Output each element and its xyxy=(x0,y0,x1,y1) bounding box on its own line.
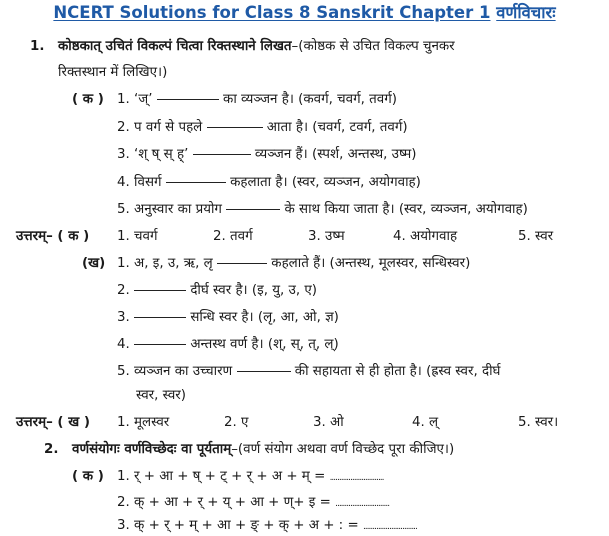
q1-b-item-1 xyxy=(117,257,470,270)
page-title xyxy=(0,5,609,22)
q2-instruction-rest: –(वर्ण संयोग अथवा वर्ण विच्छेद पूरा कीजिए।) xyxy=(231,442,455,457)
q1-instruction-rest: –(कोष्ठक से उचित विकल्प चुनकर xyxy=(291,39,455,54)
q1-number: 1. xyxy=(30,39,45,54)
answer-blank xyxy=(134,344,186,345)
answer-blank xyxy=(207,127,263,128)
q1-b-item-2 xyxy=(117,284,317,297)
item-pre: ‘श् ष् स् ह्’ xyxy=(134,147,189,162)
q1-instruction-bold: कोष्ठकात् उचितं विकल्पं चित्वा रिक्तस्थाने लिखत xyxy=(58,39,292,54)
item-pre: व्यञ्जन का उच्चारण xyxy=(134,364,233,379)
answer-blank xyxy=(193,154,251,155)
item-number: 1. xyxy=(117,469,130,484)
q1-b-answer-2: 2. ए xyxy=(224,415,249,430)
item-number: 2. xyxy=(117,495,130,510)
q2-item-2 xyxy=(117,496,389,509)
item-text: क् + आ + र् + य् + आ + ण्+ इ = xyxy=(134,495,331,510)
answer-dots: ............................. xyxy=(362,522,417,532)
item-number: 3. xyxy=(117,310,130,325)
answer-blank xyxy=(134,290,186,291)
item-post: की सहायता से ही होता है। (ह्रस्व स्वर, दीर्घ xyxy=(294,364,501,379)
item-pre: विसर्ग xyxy=(134,175,162,190)
item-number: 2. xyxy=(117,120,130,135)
item-post: अन्तस्थ वर्ण है। (श्, स्, त्, ल्) xyxy=(190,337,339,352)
item-number: 2. xyxy=(117,283,130,298)
answer-blank xyxy=(237,371,291,372)
q1-answer-2: 2. तवर्ग xyxy=(213,229,253,244)
answer-blank xyxy=(134,317,186,318)
item-number: 1. xyxy=(117,256,130,271)
q2-instruction-bold: वर्णसंयोगः वर्णविच्छेदः वा पूर्यताम् xyxy=(72,442,232,457)
q1-answer-1: 1. चवर्ग xyxy=(117,229,158,244)
item-post: आता है। (चवर्ग, टवर्ग, तवर्ग) xyxy=(266,120,408,135)
item-number: 3. xyxy=(117,518,130,533)
q2-part-ka-label: ( क ) xyxy=(72,469,104,484)
q1-item-1 xyxy=(117,93,397,106)
item-pre: प वर्ग से पहले xyxy=(134,120,203,135)
item-post: का व्यञ्जन है। (कवर्ग, चवर्ग, तवर्ग) xyxy=(223,92,397,107)
item-pre: अनुस्वार का प्रयोग xyxy=(134,202,222,217)
q1-answer-4: 4. अयोगवाह xyxy=(393,229,458,244)
item-number: 4. xyxy=(117,337,130,352)
q1-part-kha-label: (ख) xyxy=(82,256,106,271)
item-pre: ‘ज्’ xyxy=(134,92,153,107)
item-number: 5. xyxy=(117,202,130,217)
q1-answer-3: 3. उष्म xyxy=(308,229,345,244)
answer-dots: ............................. xyxy=(335,499,390,509)
q1-instruction xyxy=(58,40,455,53)
q2-number: 2. xyxy=(44,442,59,457)
answer-blank xyxy=(217,263,267,264)
q1-b-answer-3: 3. ओ xyxy=(313,415,344,430)
item-pre: अ, इ, उ, ऋ, लृ xyxy=(134,256,213,271)
answer-dots: ............................. xyxy=(329,473,384,483)
q2-item-3 xyxy=(117,519,417,532)
q1-b-item-5-cont: स्वर, स्वर) xyxy=(136,388,186,403)
item-post: व्यञ्जन हैं। (स्पर्श, अन्तस्थ, उष्म) xyxy=(254,147,417,162)
q1-item-4 xyxy=(117,176,421,189)
q1-answer-5: 5. स्वर xyxy=(518,229,554,244)
answer-blank xyxy=(166,182,226,183)
q1-b-answer-1: 1. मूलस्वर xyxy=(117,415,170,430)
item-number: 3. xyxy=(117,147,130,162)
q1-instruction-line2: रिक्तस्थान में लिखिए।) xyxy=(58,65,168,80)
q2-instruction xyxy=(72,443,454,456)
title-hindi: वर्णविचारः xyxy=(496,3,556,22)
q1-item-5 xyxy=(117,203,528,216)
answer-blank xyxy=(157,99,219,100)
item-post: कहलाता है। (स्वर, व्यञ्जन, अयोगवाह) xyxy=(230,175,421,190)
q1-item-2 xyxy=(117,121,408,134)
item-number: 5. xyxy=(117,364,130,379)
q1-b-item-5 xyxy=(117,365,500,378)
item-text: र् + आ + ष् + ट् + र् + अ + म् = xyxy=(134,469,326,484)
item-post: कहलाते हैं। (अन्तस्थ, मूलस्वर, सन्धिस्वर) xyxy=(271,256,471,271)
item-post: सन्धि स्वर है। (लृ, आ, ओ, ज्ञ) xyxy=(190,310,339,325)
item-post: के साथ किया जाता है। (स्वर, व्यञ्जन, अयोगवाह) xyxy=(284,202,528,217)
title-english: NCERT Solutions for Class 8 Sanskrit Chapter 1 xyxy=(53,3,491,22)
q1-b-item-4 xyxy=(117,338,339,351)
q1-item-3 xyxy=(117,148,416,161)
q1-b-answer-4: 4. ल् xyxy=(412,415,439,430)
item-post: दीर्घ स्वर है। (इ, यु, उ, ए) xyxy=(190,283,317,298)
q1-b-item-3 xyxy=(117,311,339,324)
q1-b-answer-5: 5. स्वर। xyxy=(518,415,559,430)
q1-answer-kha-label: उत्तरम्– ( ख ) xyxy=(16,415,90,430)
item-number: 4. xyxy=(117,175,130,190)
item-number: 1. xyxy=(117,92,130,107)
q1-part-ka-label: ( क ) xyxy=(72,92,104,107)
item-text: क् + र् + म् + आ + ङ् + क् + अ + : = xyxy=(134,518,359,533)
q1-answer-ka-label: उत्तरम्– ( क ) xyxy=(16,229,90,244)
answer-blank xyxy=(226,209,280,210)
q2-item-1 xyxy=(117,470,384,483)
